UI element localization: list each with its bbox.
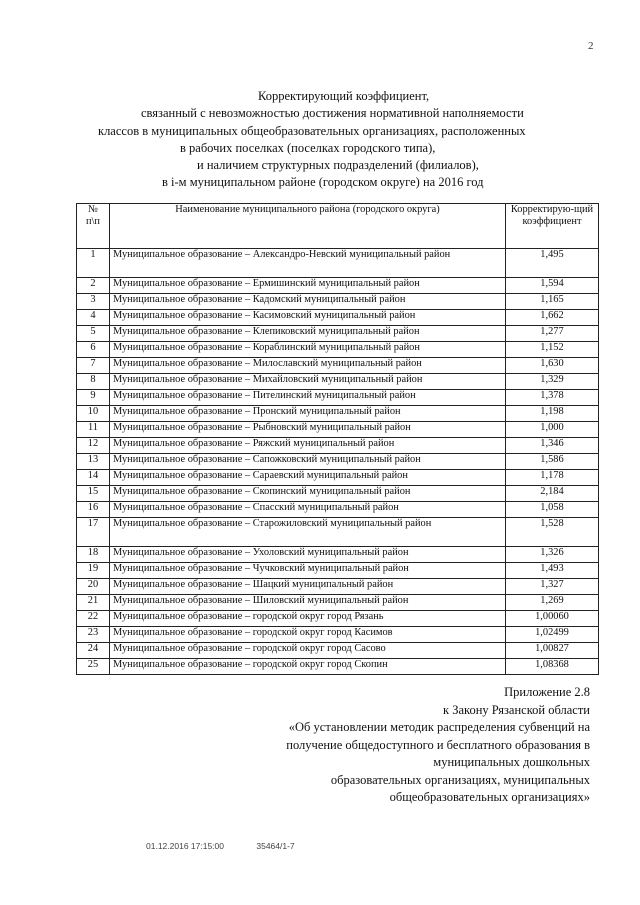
heading-line: в i-м муниципальном районе (городском округе) на 2016 год <box>162 175 484 190</box>
header-number: № п\п <box>77 204 110 249</box>
row-coefficient: 1,495 <box>506 249 599 278</box>
table-row <box>77 518 599 547</box>
row-coefficient: 1,178 <box>506 470 599 486</box>
appendix-line: образовательных организациях, муниципальных <box>330 772 590 787</box>
document-heading <box>0 88 640 192</box>
row-coefficient: 1,493 <box>506 563 599 579</box>
header-municipality: Наименование муниципального района (городского округа) <box>110 204 506 249</box>
row-municipality: Муниципальное образование – Пронский муниципальный район <box>110 406 506 422</box>
row-municipality: Муниципальное образование – городской округ город Касимов <box>110 627 506 643</box>
table-row <box>77 326 599 342</box>
header-coefficient: Корректирую-щий коэффициент <box>506 204 599 249</box>
row-number: 5 <box>77 326 110 342</box>
row-number: 24 <box>77 643 110 659</box>
footer-doc-id: 35464/1-7 <box>256 841 295 851</box>
row-municipality: Муниципальное образование – Старожиловский муниципальный район <box>110 518 506 547</box>
footer-datetime: 01.12.2016 17:15:00 <box>146 841 224 851</box>
table-row <box>77 454 599 470</box>
row-number: 12 <box>77 438 110 454</box>
row-municipality: Муниципальное образование – Ряжский муниципальный район <box>110 438 506 454</box>
table-row <box>77 358 599 374</box>
row-municipality: Муниципальное образование – Александро-Невский муниципальный район <box>110 249 506 278</box>
row-number: 25 <box>77 659 110 675</box>
row-municipality: Муниципальное образование – Шиловский муниципальный район <box>110 595 506 611</box>
row-coefficient: 1,058 <box>506 502 599 518</box>
row-coefficient: 1,346 <box>506 438 599 454</box>
coefficient-table <box>76 203 599 675</box>
appendix-line: к Закону Рязанской области <box>443 702 590 717</box>
row-number: 14 <box>77 470 110 486</box>
row-coefficient: 1,594 <box>506 278 599 294</box>
row-number: 17 <box>77 518 110 547</box>
row-municipality: Муниципальное образование – Кораблинский муниципальный район <box>110 342 506 358</box>
row-number: 20 <box>77 579 110 595</box>
row-municipality: Муниципальное образование – Ермишинский муниципальный район <box>110 278 506 294</box>
row-municipality: Муниципальное образование – Милославский муниципальный район <box>110 358 506 374</box>
row-municipality: Муниципальное образование – Кадомский муниципальный район <box>110 294 506 310</box>
row-coefficient: 1,00827 <box>506 643 599 659</box>
table-row <box>77 294 599 310</box>
row-municipality: Муниципальное образование – Ухоловский муниципальный район <box>110 547 506 563</box>
row-number: 16 <box>77 502 110 518</box>
appendix-line: получение общедоступного и бесплатного образования в <box>286 737 590 752</box>
table-row <box>77 659 599 675</box>
row-number: 11 <box>77 422 110 438</box>
table-row <box>77 470 599 486</box>
heading-line: Корректирующий коэффициент, <box>258 89 430 103</box>
row-municipality: Муниципальное образование – Клепиковский муниципальный район <box>110 326 506 342</box>
heading-line: связанный с невозможностью достижения нормативной наполняемости <box>141 106 524 121</box>
table-row <box>77 278 599 294</box>
row-coefficient: 1,630 <box>506 358 599 374</box>
row-number: 13 <box>77 454 110 470</box>
row-number: 23 <box>77 627 110 643</box>
table-row <box>77 627 599 643</box>
appendix-note <box>286 684 590 807</box>
table-row <box>77 342 599 358</box>
row-municipality: Муниципальное образование – Касимовский муниципальный район <box>110 310 506 326</box>
row-coefficient: 1,02499 <box>506 627 599 643</box>
table-row <box>77 595 599 611</box>
row-municipality: Муниципальное образование – Шацкий муниципальный район <box>110 579 506 595</box>
row-municipality: Муниципальное образование – городской округ город Рязань <box>110 611 506 627</box>
row-coefficient: 1,662 <box>506 310 599 326</box>
row-number: 18 <box>77 547 110 563</box>
table-row <box>77 406 599 422</box>
row-municipality: Муниципальное образование – Скопинский муниципальный район <box>110 486 506 502</box>
table-row <box>77 438 599 454</box>
row-coefficient: 1,08368 <box>506 659 599 675</box>
page-number: 2 <box>588 40 594 52</box>
table-row <box>77 390 599 406</box>
row-municipality: Муниципальное образование – городской округ город Сасово <box>110 643 506 659</box>
row-coefficient: 1,326 <box>506 547 599 563</box>
row-municipality: Муниципальное образование – Рыбновский муниципальный район <box>110 422 506 438</box>
table-row <box>77 310 599 326</box>
row-coefficient: 1,327 <box>506 579 599 595</box>
row-number: 8 <box>77 374 110 390</box>
appendix-line: муниципальных дошкольных <box>433 755 590 769</box>
row-municipality: Муниципальное образование – Чучковский муниципальный район <box>110 563 506 579</box>
row-number: 3 <box>77 294 110 310</box>
row-number: 6 <box>77 342 110 358</box>
table-row <box>77 547 599 563</box>
row-coefficient: 2,184 <box>506 486 599 502</box>
row-municipality: Муниципальное образование – городской округ город Скопин <box>110 659 506 675</box>
heading-line: в рабочих поселках (поселках городского типа), <box>180 140 436 155</box>
row-number: 7 <box>77 358 110 374</box>
row-coefficient: 1,165 <box>506 294 599 310</box>
appendix-line: общеобразовательных организациях» <box>389 790 590 804</box>
footer-stamp <box>146 841 325 851</box>
table-row <box>77 249 599 278</box>
row-number: 21 <box>77 595 110 611</box>
row-number: 22 <box>77 611 110 627</box>
row-number: 10 <box>77 406 110 422</box>
row-municipality: Муниципальное образование – Сараевский муниципальный район <box>110 470 506 486</box>
table-row <box>77 486 599 502</box>
table-row <box>77 579 599 595</box>
row-number: 9 <box>77 390 110 406</box>
table-body <box>77 249 599 675</box>
row-coefficient: 1,269 <box>506 595 599 611</box>
table-row <box>77 611 599 627</box>
table-row <box>77 563 599 579</box>
row-coefficient: 1,000 <box>506 422 599 438</box>
heading-line: и наличием структурных подразделений (филиалов), <box>197 158 479 173</box>
row-number: 2 <box>77 278 110 294</box>
row-number: 19 <box>77 563 110 579</box>
heading-line: классов в муниципальных общеобразовательных организациях, расположенных <box>98 123 526 138</box>
row-municipality: Муниципальное образование – Пителинский муниципальный район <box>110 390 506 406</box>
row-coefficient: 1,528 <box>506 518 599 547</box>
row-coefficient: 1,198 <box>506 406 599 422</box>
row-coefficient: 1,586 <box>506 454 599 470</box>
row-coefficient: 1,329 <box>506 374 599 390</box>
table-header-row <box>77 204 599 249</box>
row-coefficient: 1,277 <box>506 326 599 342</box>
appendix-line: Приложение 2.8 <box>504 685 590 699</box>
appendix-line: «Об установлении методик распределения субвенций на <box>288 720 590 734</box>
row-municipality: Муниципальное образование – Сапожковский муниципальный район <box>110 454 506 470</box>
row-number: 4 <box>77 310 110 326</box>
row-coefficient: 1,378 <box>506 390 599 406</box>
row-number: 15 <box>77 486 110 502</box>
table-row <box>77 502 599 518</box>
table-row <box>77 374 599 390</box>
row-municipality: Муниципальное образование – Спасский муниципальный район <box>110 502 506 518</box>
row-number: 1 <box>77 249 110 278</box>
row-coefficient: 1,152 <box>506 342 599 358</box>
table-row <box>77 422 599 438</box>
table-row <box>77 643 599 659</box>
row-coefficient: 1,00060 <box>506 611 599 627</box>
row-municipality: Муниципальное образование – Михайловский муниципальный район <box>110 374 506 390</box>
